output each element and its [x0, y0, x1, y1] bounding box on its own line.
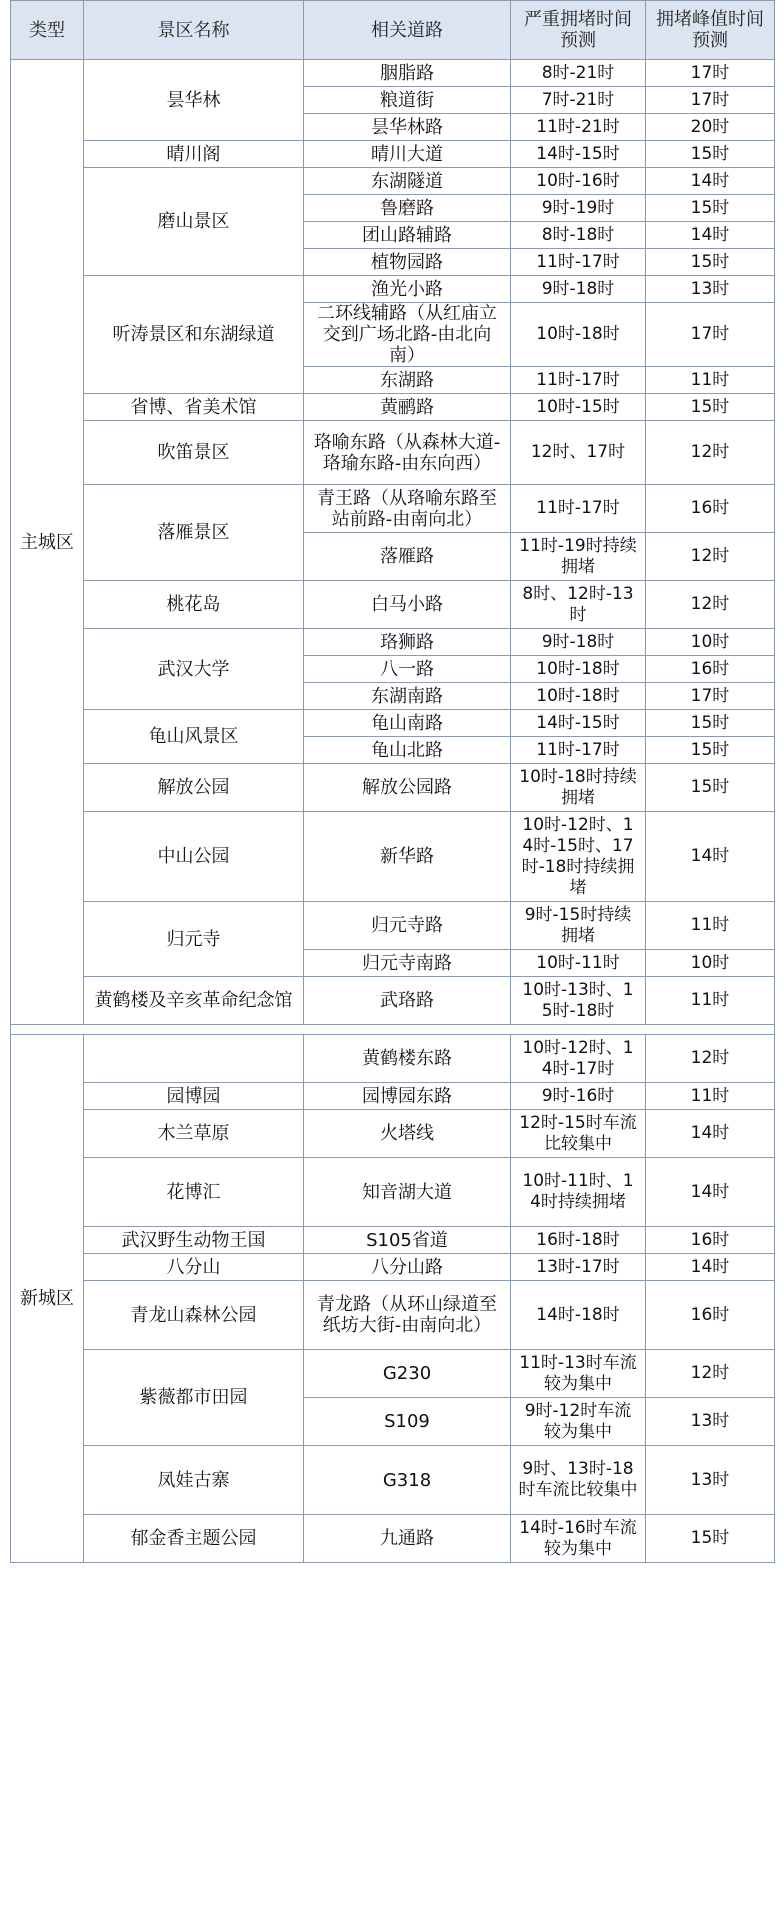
peak-time-cell: 11时 [646, 902, 775, 950]
road-cell: 解放公园路 [304, 764, 511, 812]
scenic-name-cell: 吹笛景区 [84, 421, 304, 485]
header-scenic-name: 景区名称 [84, 1, 304, 60]
peak-time-cell: 14时 [646, 1110, 775, 1158]
jam-time-cell: 7时-21时 [511, 87, 646, 114]
jam-time-cell: 9时-18时 [511, 276, 646, 303]
scenic-name-cell: 解放公园 [84, 764, 304, 812]
zone-separator-cell [11, 1025, 775, 1035]
scenic-name-cell: 晴川阁 [84, 141, 304, 168]
peak-time-cell: 15时 [646, 764, 775, 812]
scenic-name-cell: 桃花岛 [84, 581, 304, 629]
road-cell: S105省道 [304, 1227, 511, 1254]
road-cell: S109 [304, 1398, 511, 1446]
peak-time-cell: 16时 [646, 1281, 775, 1350]
road-cell: 渔光小路 [304, 276, 511, 303]
table-row [11, 710, 775, 737]
scenic-name-cell: 花博汇 [84, 1158, 304, 1227]
peak-time-cell: 11时 [646, 977, 775, 1025]
table-row [11, 1446, 775, 1515]
jam-time-cell: 12时、17时 [511, 421, 646, 485]
peak-time-cell: 14时 [646, 812, 775, 902]
peak-time-cell: 15时 [646, 710, 775, 737]
peak-time-cell: 12时 [646, 421, 775, 485]
peak-time-cell: 15时 [646, 195, 775, 222]
scenic-name-cell [84, 1035, 304, 1083]
road-cell: 胭脂路 [304, 60, 511, 87]
peak-time-cell: 11时 [646, 367, 775, 394]
scenic-name-cell: 落雁景区 [84, 485, 304, 581]
jam-time-cell: 9时、13时-18时车流比较集中 [511, 1446, 646, 1515]
table-row [11, 485, 775, 533]
peak-time-cell: 15时 [646, 737, 775, 764]
scenic-name-cell: 郁金香主题公园 [84, 1515, 304, 1563]
header-type: 类型 [11, 1, 84, 60]
table-row [11, 1350, 775, 1398]
jam-time-cell: 10时-13时、15时-18时 [511, 977, 646, 1025]
jam-time-cell: 14时-15时 [511, 141, 646, 168]
table-row [11, 977, 775, 1025]
jam-time-cell: 9时-18时 [511, 629, 646, 656]
table-row [11, 1110, 775, 1158]
scenic-name-cell: 归元寺 [84, 902, 304, 977]
table-row [11, 902, 775, 950]
jam-time-cell: 10时-16时 [511, 168, 646, 195]
table-row [11, 421, 775, 485]
peak-time-cell: 10时 [646, 950, 775, 977]
road-cell: 晴川大道 [304, 141, 511, 168]
jam-time-cell: 14时-16时车流较为集中 [511, 1515, 646, 1563]
road-cell: G318 [304, 1446, 511, 1515]
road-cell: 园博园东路 [304, 1083, 511, 1110]
peak-time-cell: 11时 [646, 1083, 775, 1110]
jam-time-cell: 10时-18时 [511, 656, 646, 683]
jam-time-cell: 13时-17时 [511, 1254, 646, 1281]
table-row [11, 1158, 775, 1227]
road-cell: 东湖南路 [304, 683, 511, 710]
road-cell: 二环线辅路（从红庙立交到广场北路-由北向南） [304, 303, 511, 367]
jam-time-cell: 9时-12时车流较为集中 [511, 1398, 646, 1446]
scenic-name-cell: 黄鹤楼及辛亥革命纪念馆 [84, 977, 304, 1025]
peak-time-cell: 16时 [646, 485, 775, 533]
scenic-name-cell: 龟山风景区 [84, 710, 304, 764]
jam-time-cell: 9时-16时 [511, 1083, 646, 1110]
jam-time-cell: 9时-19时 [511, 195, 646, 222]
jam-time-cell: 10时-12时、14时-15时、17时-18时持续拥堵 [511, 812, 646, 902]
jam-time-cell: 10时-18时 [511, 683, 646, 710]
table-row [11, 1227, 775, 1254]
peak-time-cell: 17时 [646, 87, 775, 114]
table-row [11, 1083, 775, 1110]
jam-time-cell: 10时-15时 [511, 394, 646, 421]
peak-time-cell: 12时 [646, 1350, 775, 1398]
jam-time-cell: 9时-15时持续拥堵 [511, 902, 646, 950]
peak-time-cell: 12时 [646, 1035, 775, 1083]
traffic-forecast-table [10, 0, 775, 1563]
scenic-name-cell: 听涛景区和东湖绿道 [84, 276, 304, 394]
peak-time-cell: 10时 [646, 629, 775, 656]
peak-time-cell: 16时 [646, 1227, 775, 1254]
peak-time-cell: 15时 [646, 394, 775, 421]
peak-time-cell: 14时 [646, 168, 775, 195]
road-cell: 青王路（从珞喻东路至站前路-由南向北） [304, 485, 511, 533]
road-cell: 珞狮路 [304, 629, 511, 656]
road-cell: 团山路辅路 [304, 222, 511, 249]
peak-time-cell: 14时 [646, 1254, 775, 1281]
header-row [11, 1, 775, 60]
jam-time-cell: 12时-15时车流比较集中 [511, 1110, 646, 1158]
table-row [11, 1254, 775, 1281]
peak-time-cell: 14时 [646, 222, 775, 249]
table-row [11, 1515, 775, 1563]
header-peak-time: 拥堵峰值时间预测 [646, 1, 775, 60]
road-cell: 八分山路 [304, 1254, 511, 1281]
peak-time-cell: 13时 [646, 1398, 775, 1446]
road-cell: 龟山北路 [304, 737, 511, 764]
scenic-name-cell: 武汉野生动物王国 [84, 1227, 304, 1254]
peak-time-cell: 15时 [646, 249, 775, 276]
jam-time-cell: 10时-18时 [511, 303, 646, 367]
zone-cell: 主城区 [11, 60, 84, 1025]
jam-time-cell: 11时-17时 [511, 485, 646, 533]
jam-time-cell: 10时-12时、14时-17时 [511, 1035, 646, 1083]
road-cell: 东湖路 [304, 367, 511, 394]
table-row [11, 276, 775, 303]
road-cell: 植物园路 [304, 249, 511, 276]
peak-time-cell: 13时 [646, 1446, 775, 1515]
table-body [11, 60, 775, 1563]
peak-time-cell: 17时 [646, 303, 775, 367]
road-cell: 青龙路（从环山绿道至纸坊大街-由南向北） [304, 1281, 511, 1350]
jam-time-cell: 16时-18时 [511, 1227, 646, 1254]
jam-time-cell: 8时-18时 [511, 222, 646, 249]
road-cell: 黄鹤楼东路 [304, 1035, 511, 1083]
table-row [11, 629, 775, 656]
peak-time-cell: 16时 [646, 656, 775, 683]
scenic-name-cell: 凤娃古寨 [84, 1446, 304, 1515]
road-cell: 东湖隧道 [304, 168, 511, 195]
scenic-name-cell: 昙华林 [84, 60, 304, 141]
road-cell: 八一路 [304, 656, 511, 683]
table-row [11, 60, 775, 87]
table-row [11, 1035, 775, 1083]
jam-time-cell: 14时-18时 [511, 1281, 646, 1350]
road-cell: 九通路 [304, 1515, 511, 1563]
road-cell: 武珞路 [304, 977, 511, 1025]
jam-time-cell: 10时-18时持续拥堵 [511, 764, 646, 812]
header-jam-time: 严重拥堵时间预测 [511, 1, 646, 60]
road-cell: 落雁路 [304, 533, 511, 581]
peak-time-cell: 13时 [646, 276, 775, 303]
table-row [11, 581, 775, 629]
table-row [11, 394, 775, 421]
zone-separator [11, 1025, 775, 1035]
road-cell: 昙华林路 [304, 114, 511, 141]
road-cell: 龟山南路 [304, 710, 511, 737]
scenic-name-cell: 园博园 [84, 1083, 304, 1110]
table-row [11, 1281, 775, 1350]
zone-cell: 新城区 [11, 1035, 84, 1563]
road-cell: 白马小路 [304, 581, 511, 629]
jam-time-cell: 11时-21时 [511, 114, 646, 141]
road-cell: 珞喻东路（从森林大道-珞瑜东路-由东向西） [304, 421, 511, 485]
scenic-name-cell: 省博、省美术馆 [84, 394, 304, 421]
scenic-name-cell: 青龙山森林公园 [84, 1281, 304, 1350]
scenic-name-cell: 木兰草原 [84, 1110, 304, 1158]
table-row [11, 812, 775, 902]
jam-time-cell: 10时-11时、14时持续拥堵 [511, 1158, 646, 1227]
peak-time-cell: 12时 [646, 533, 775, 581]
traffic-forecast-table-container [10, 0, 774, 1563]
peak-time-cell: 17时 [646, 60, 775, 87]
scenic-name-cell: 磨山景区 [84, 168, 304, 276]
jam-time-cell: 8时、12时-13时 [511, 581, 646, 629]
table-row [11, 168, 775, 195]
peak-time-cell: 15时 [646, 141, 775, 168]
table-row [11, 141, 775, 168]
header-related-road: 相关道路 [304, 1, 511, 60]
scenic-name-cell: 紫薇都市田园 [84, 1350, 304, 1446]
scenic-name-cell: 八分山 [84, 1254, 304, 1281]
jam-time-cell: 11时-17时 [511, 249, 646, 276]
jam-time-cell: 11时-19时持续拥堵 [511, 533, 646, 581]
road-cell: 火塔线 [304, 1110, 511, 1158]
jam-time-cell: 11时-13时车流较为集中 [511, 1350, 646, 1398]
peak-time-cell: 17时 [646, 683, 775, 710]
peak-time-cell: 12时 [646, 581, 775, 629]
road-cell: 知音湖大道 [304, 1158, 511, 1227]
road-cell: 黄鹂路 [304, 394, 511, 421]
jam-time-cell: 14时-15时 [511, 710, 646, 737]
jam-time-cell: 11时-17时 [511, 367, 646, 394]
jam-time-cell: 11时-17时 [511, 737, 646, 764]
road-cell: G230 [304, 1350, 511, 1398]
road-cell: 归元寺路 [304, 902, 511, 950]
jam-time-cell: 8时-21时 [511, 60, 646, 87]
table-row [11, 764, 775, 812]
road-cell: 粮道街 [304, 87, 511, 114]
road-cell: 归元寺南路 [304, 950, 511, 977]
peak-time-cell: 14时 [646, 1158, 775, 1227]
scenic-name-cell: 中山公园 [84, 812, 304, 902]
jam-time-cell: 10时-11时 [511, 950, 646, 977]
road-cell: 新华路 [304, 812, 511, 902]
road-cell: 鲁磨路 [304, 195, 511, 222]
peak-time-cell: 20时 [646, 114, 775, 141]
peak-time-cell: 15时 [646, 1515, 775, 1563]
scenic-name-cell: 武汉大学 [84, 629, 304, 710]
